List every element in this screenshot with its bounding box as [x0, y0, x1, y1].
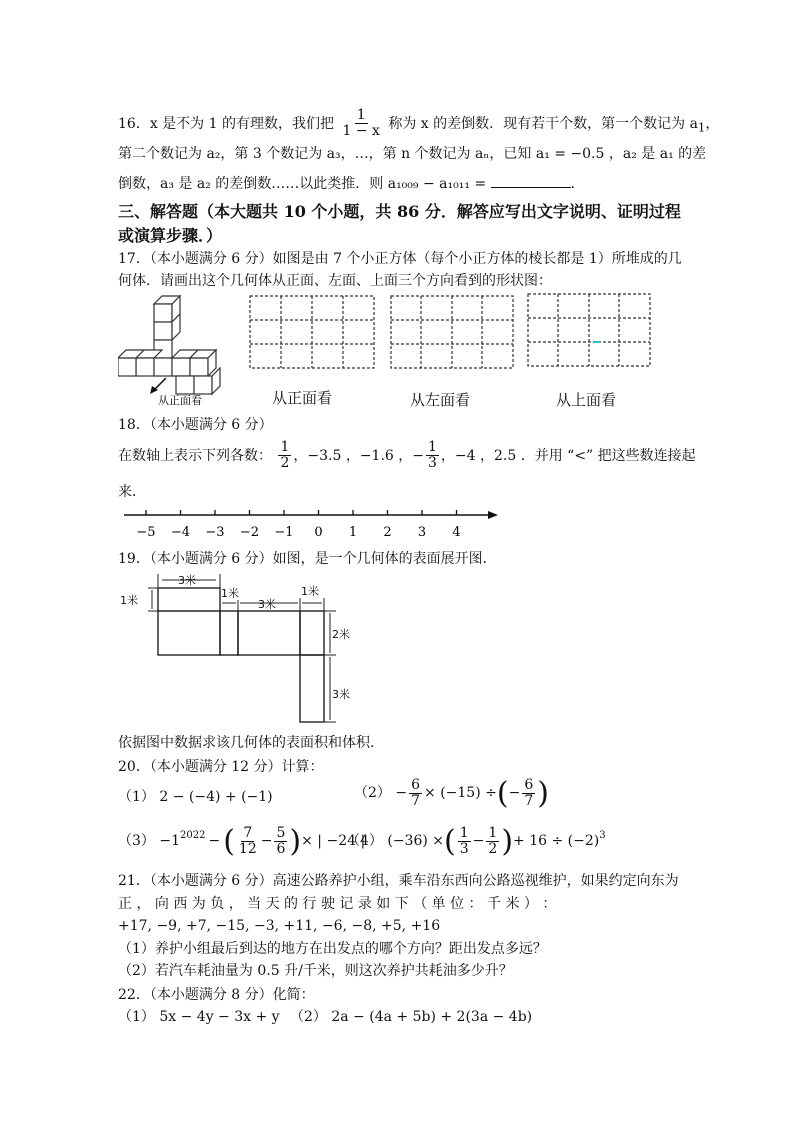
dim-2m: 2米 [332, 628, 350, 641]
grid-left [391, 296, 513, 368]
q21-sub2: （2）若汽车耗油量为 0.5 升/千米，则这次养护共耗油多少升？ [118, 963, 513, 979]
fraction-half: $\frac{1}{2}$ [280, 439, 290, 472]
tick-label: 3 [417, 525, 427, 540]
q16-line2: 第二个数记为 a₂，第 3 个数记为 a₃，…，第 n 个数记为 aₙ，已知 a₁ = −0.5 ，a₂ 是 a₁ 的差 [118, 146, 707, 162]
q21-sub1: （1）养护小组最后到达的地方在出发点的哪个方向？距出发点多远？ [118, 941, 547, 957]
arrow-right-icon [488, 511, 498, 519]
q22-part2: （2） 2a − (4a + 5b) + 2(3a − 4b) [290, 1009, 533, 1025]
q20-part2: （2） − $\frac{6}{7}$ × (−15) ÷ ( − $\frac{6}{7}$ ) [354, 775, 549, 811]
fraction: $\frac{1}{1 - x}$ [342, 107, 380, 140]
q21-line1: 21．（本小题满分 6 分）高速公路养护小组，乘车沿东西向公路巡视维护，如果约定向东为 [118, 873, 679, 889]
tick-label: −1 [274, 525, 294, 540]
q20-part1: （1） 2 − (−4) + (−1) [118, 789, 273, 805]
q20-title: 20．（本小题满分 12 分）计算： [118, 759, 324, 775]
tick-label: 0 [314, 525, 323, 540]
q17-line2: 何体．请画出这个几何体从正面、左面、上面三个方向看到的形状图： [118, 273, 552, 289]
q16-line1: 16．x 是不为 1 的有理数，我们把 $\frac{1}{1 - x}$ 称为 x 的差倒数．现有若干个数，第一个数记为 $a_1$， [118, 107, 720, 140]
front-view-label: 从正面看 [158, 394, 202, 407]
dim-1m-a: 1米 [221, 587, 239, 600]
q22-title: 22．（本小题满分 8 分）化简： [118, 987, 315, 1003]
dim-1m-left: 1米 [120, 594, 138, 607]
q19-after: 依据图中数据求该几何体的表面积和体积． [118, 735, 384, 751]
tick-label: 1 [348, 525, 358, 540]
q21-line3: +17, −9, +7, −15, −3, +11, −6, −8, +5, +16 [118, 918, 441, 934]
q22-part1: （1） 5x − 4y − 3x + y [118, 1009, 280, 1025]
fraction-third: $\frac{1}{3}$ [428, 439, 437, 472]
tick-label: −4 [170, 525, 191, 540]
q18-line2: 来． [118, 484, 146, 500]
view-left-label: 从左面看 [410, 391, 471, 409]
q20-part3: （3） −1 $^{2022}$ − ( $\frac{7}{12}$ − $\frac{5}{6}$ ) × | −24 | [118, 823, 366, 859]
tick-label: −3 [205, 525, 225, 540]
answer-blank[interactable] [491, 173, 571, 188]
view-front-label: 从正面看 [272, 389, 333, 407]
net-diagram [118, 570, 358, 730]
q20-part4: （4） (−36) × ( $\frac{1}{3}$ − $\frac{1}{2}$ ) + 16 ÷ (−2) $^3$ [346, 823, 606, 859]
q18-line1: 在数轴上表示下列各数： $\frac{1}{2}$ ，−3.5 ，−1.6 ，− $\frac{1}{3}$ ，−4 ，2.5 ．并用 “<” 把这些数连接起 [118, 439, 696, 472]
grid-front [250, 296, 374, 368]
tick-label: 2 [383, 525, 392, 540]
number-line [120, 504, 500, 544]
dim-1m-b: 1米 [301, 585, 319, 598]
q18-title: 18．（本小题满分 6 分） [118, 417, 273, 433]
section-heading: 三、解答题（本大题共 10 个小题，共 86 分．解答应写出文字说明、证明过程 [118, 202, 681, 221]
q16-line3: 倒数，a₃ 是 a₂ 的差倒数……以此类推．则 a₁₀₀₉ − a₁₀₁₁ = . [118, 173, 575, 193]
tick-label: −2 [239, 525, 260, 540]
dim-3m-bottom: 3米 [332, 688, 350, 701]
dim-3m-top: 3米 [178, 574, 196, 587]
dim-3m-mid: 3米 [258, 598, 276, 611]
q17-line1: 17．（本小题满分 6 分）如图是由 7 个小正方体（每个小正方体的棱长都是 1）所堆成的几 [118, 251, 682, 267]
q19-title: 19．（本小题满分 6 分）如图，是一个几何体的表面展开图． [118, 551, 497, 567]
tick-label: 4 [452, 525, 461, 540]
view-top-label: 从上面看 [556, 391, 617, 409]
tick-label: −5 [136, 525, 156, 540]
q21-line2: 正 ， 向 西 为 负 ， 当 天 的 行 驶 记 录 如 下 （ 单 位 ： 千 米 ） ： [118, 896, 557, 912]
cube-stack [118, 296, 220, 394]
section-heading-cont: 或演算步骤．） [118, 226, 223, 245]
grid-top [528, 294, 650, 366]
